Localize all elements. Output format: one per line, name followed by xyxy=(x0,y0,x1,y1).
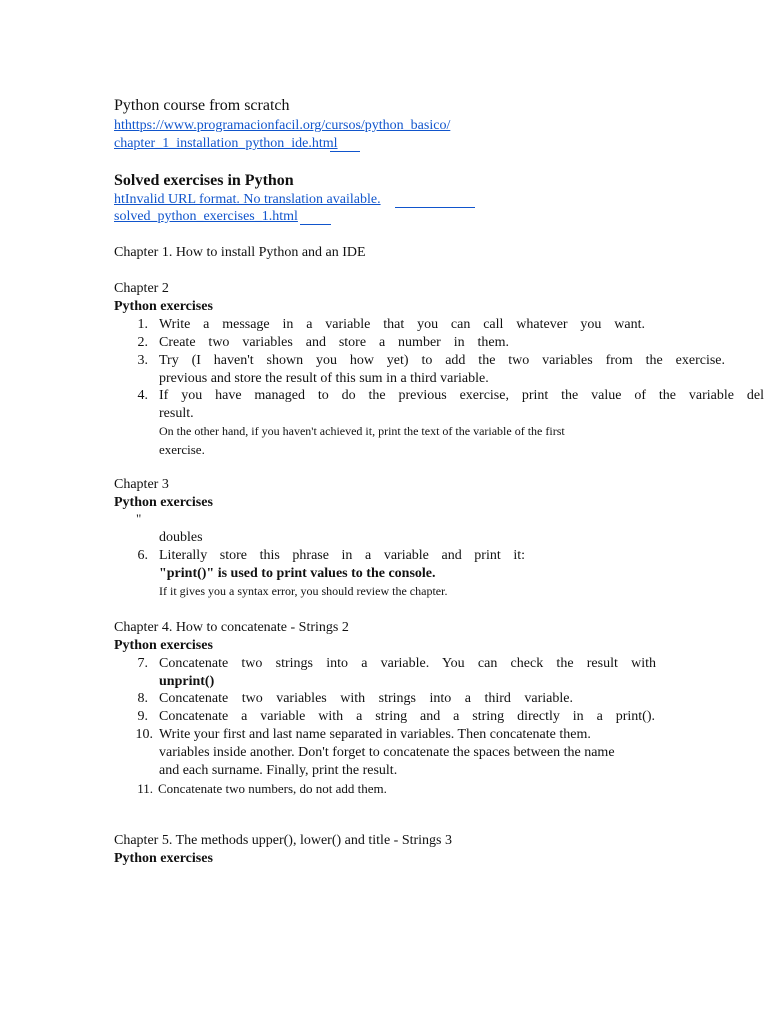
link-underline-tail xyxy=(300,224,331,225)
exercise-item-4-note-cont: exercise. xyxy=(159,442,205,457)
course-link-line1[interactable]: hthttps://www.programacionfacil.org/cursos/python_basico/ xyxy=(114,118,451,133)
exercise-item-8: Concatenate two variables with strings into a third variable. xyxy=(159,691,573,706)
solved-link-line2[interactable]: solved_python_exercises_1.html xyxy=(114,209,298,224)
item-number: 6. xyxy=(137,548,148,563)
solved-link-line1[interactable]: htInvalid URL format. No translation available. xyxy=(114,192,381,207)
exercise-item-6-phrase: "print()" is used to print values to the console. xyxy=(159,566,436,581)
item-number: 4. xyxy=(137,388,148,403)
exercise-item-3: Try (I haven't shown you how yet) to add the two variables from the exercise. xyxy=(159,353,725,368)
exercise-item-1: Write a message in a variable that you can call whatever you want. xyxy=(159,317,645,332)
chapter3-subtitle: Python exercises xyxy=(114,495,213,510)
chapter2-title: Chapter 2 xyxy=(114,281,169,296)
course-title: Python course from scratch xyxy=(114,97,290,114)
exercise-item-4: If you have managed to do the previous exercise, print the value of the variable del xyxy=(159,388,764,403)
exercise-item-11: Concatenate two numbers, do not add them. xyxy=(158,781,387,796)
chapter3-title: Chapter 3 xyxy=(114,477,169,492)
item-number: 9. xyxy=(137,709,148,724)
exercise-item-7-cont: unprint() xyxy=(159,674,215,689)
exercise-item-3-cont: previous and store the result of this sum in a third variable. xyxy=(159,371,489,386)
exercise-item-6-note: If it gives you a syntax error, you should review the chapter. xyxy=(159,584,448,598)
exercise-item-9: Concatenate a variable with a string and a string directly in a print(). xyxy=(159,709,655,724)
link-underline-tail xyxy=(395,207,475,208)
item-number: 1. xyxy=(137,317,148,332)
exercise-item-10: Write your first and last name separated in variables. Then concatenate them. xyxy=(159,727,591,742)
chapter4-title: Chapter 4. How to concatenate - Strings 2 xyxy=(114,620,349,635)
doubles-text: doubles xyxy=(159,530,203,545)
chapter5-title: Chapter 5. The methods upper(), lower() and title - Strings 3 xyxy=(114,833,452,848)
link-underline-tail xyxy=(330,151,360,152)
item-number: 10. xyxy=(135,727,153,742)
course-link-line2[interactable]: chapter_1_installation_python_ide.html xyxy=(114,136,338,151)
exercise-item-10-cont2: and each surname. Finally, print the result. xyxy=(159,763,398,778)
item-number: 8. xyxy=(137,691,148,706)
chapter4-subtitle: Python exercises xyxy=(114,638,213,653)
chapter2-subtitle: Python exercises xyxy=(114,299,213,314)
exercise-item-10-cont1: variables inside another. Don't forget to concatenate the spaces between the name xyxy=(159,745,615,760)
exercise-item-4-note: On the other hand, if you haven't achieved it, print the text of the variable of the first xyxy=(159,424,565,438)
item-number: 3. xyxy=(137,353,148,368)
item-number: 11. xyxy=(137,781,153,796)
exercise-item-7: Concatenate two strings into a variable. You can check the result with xyxy=(159,656,656,671)
exercise-item-4-cont: result. xyxy=(159,406,194,421)
item-number: 7. xyxy=(137,656,148,671)
chapter5-subtitle: Python exercises xyxy=(114,851,213,866)
exercise-item-6: Literally store this phrase in a variable and print it: xyxy=(159,548,525,563)
item-number: 2. xyxy=(137,335,148,350)
chapter1-title: Chapter 1. How to install Python and an IDE xyxy=(114,245,366,260)
solved-heading: Solved exercises in Python xyxy=(114,172,294,189)
exercise-item-2: Create two variables and store a number in them. xyxy=(159,335,509,350)
quote-mark: " xyxy=(136,511,142,526)
